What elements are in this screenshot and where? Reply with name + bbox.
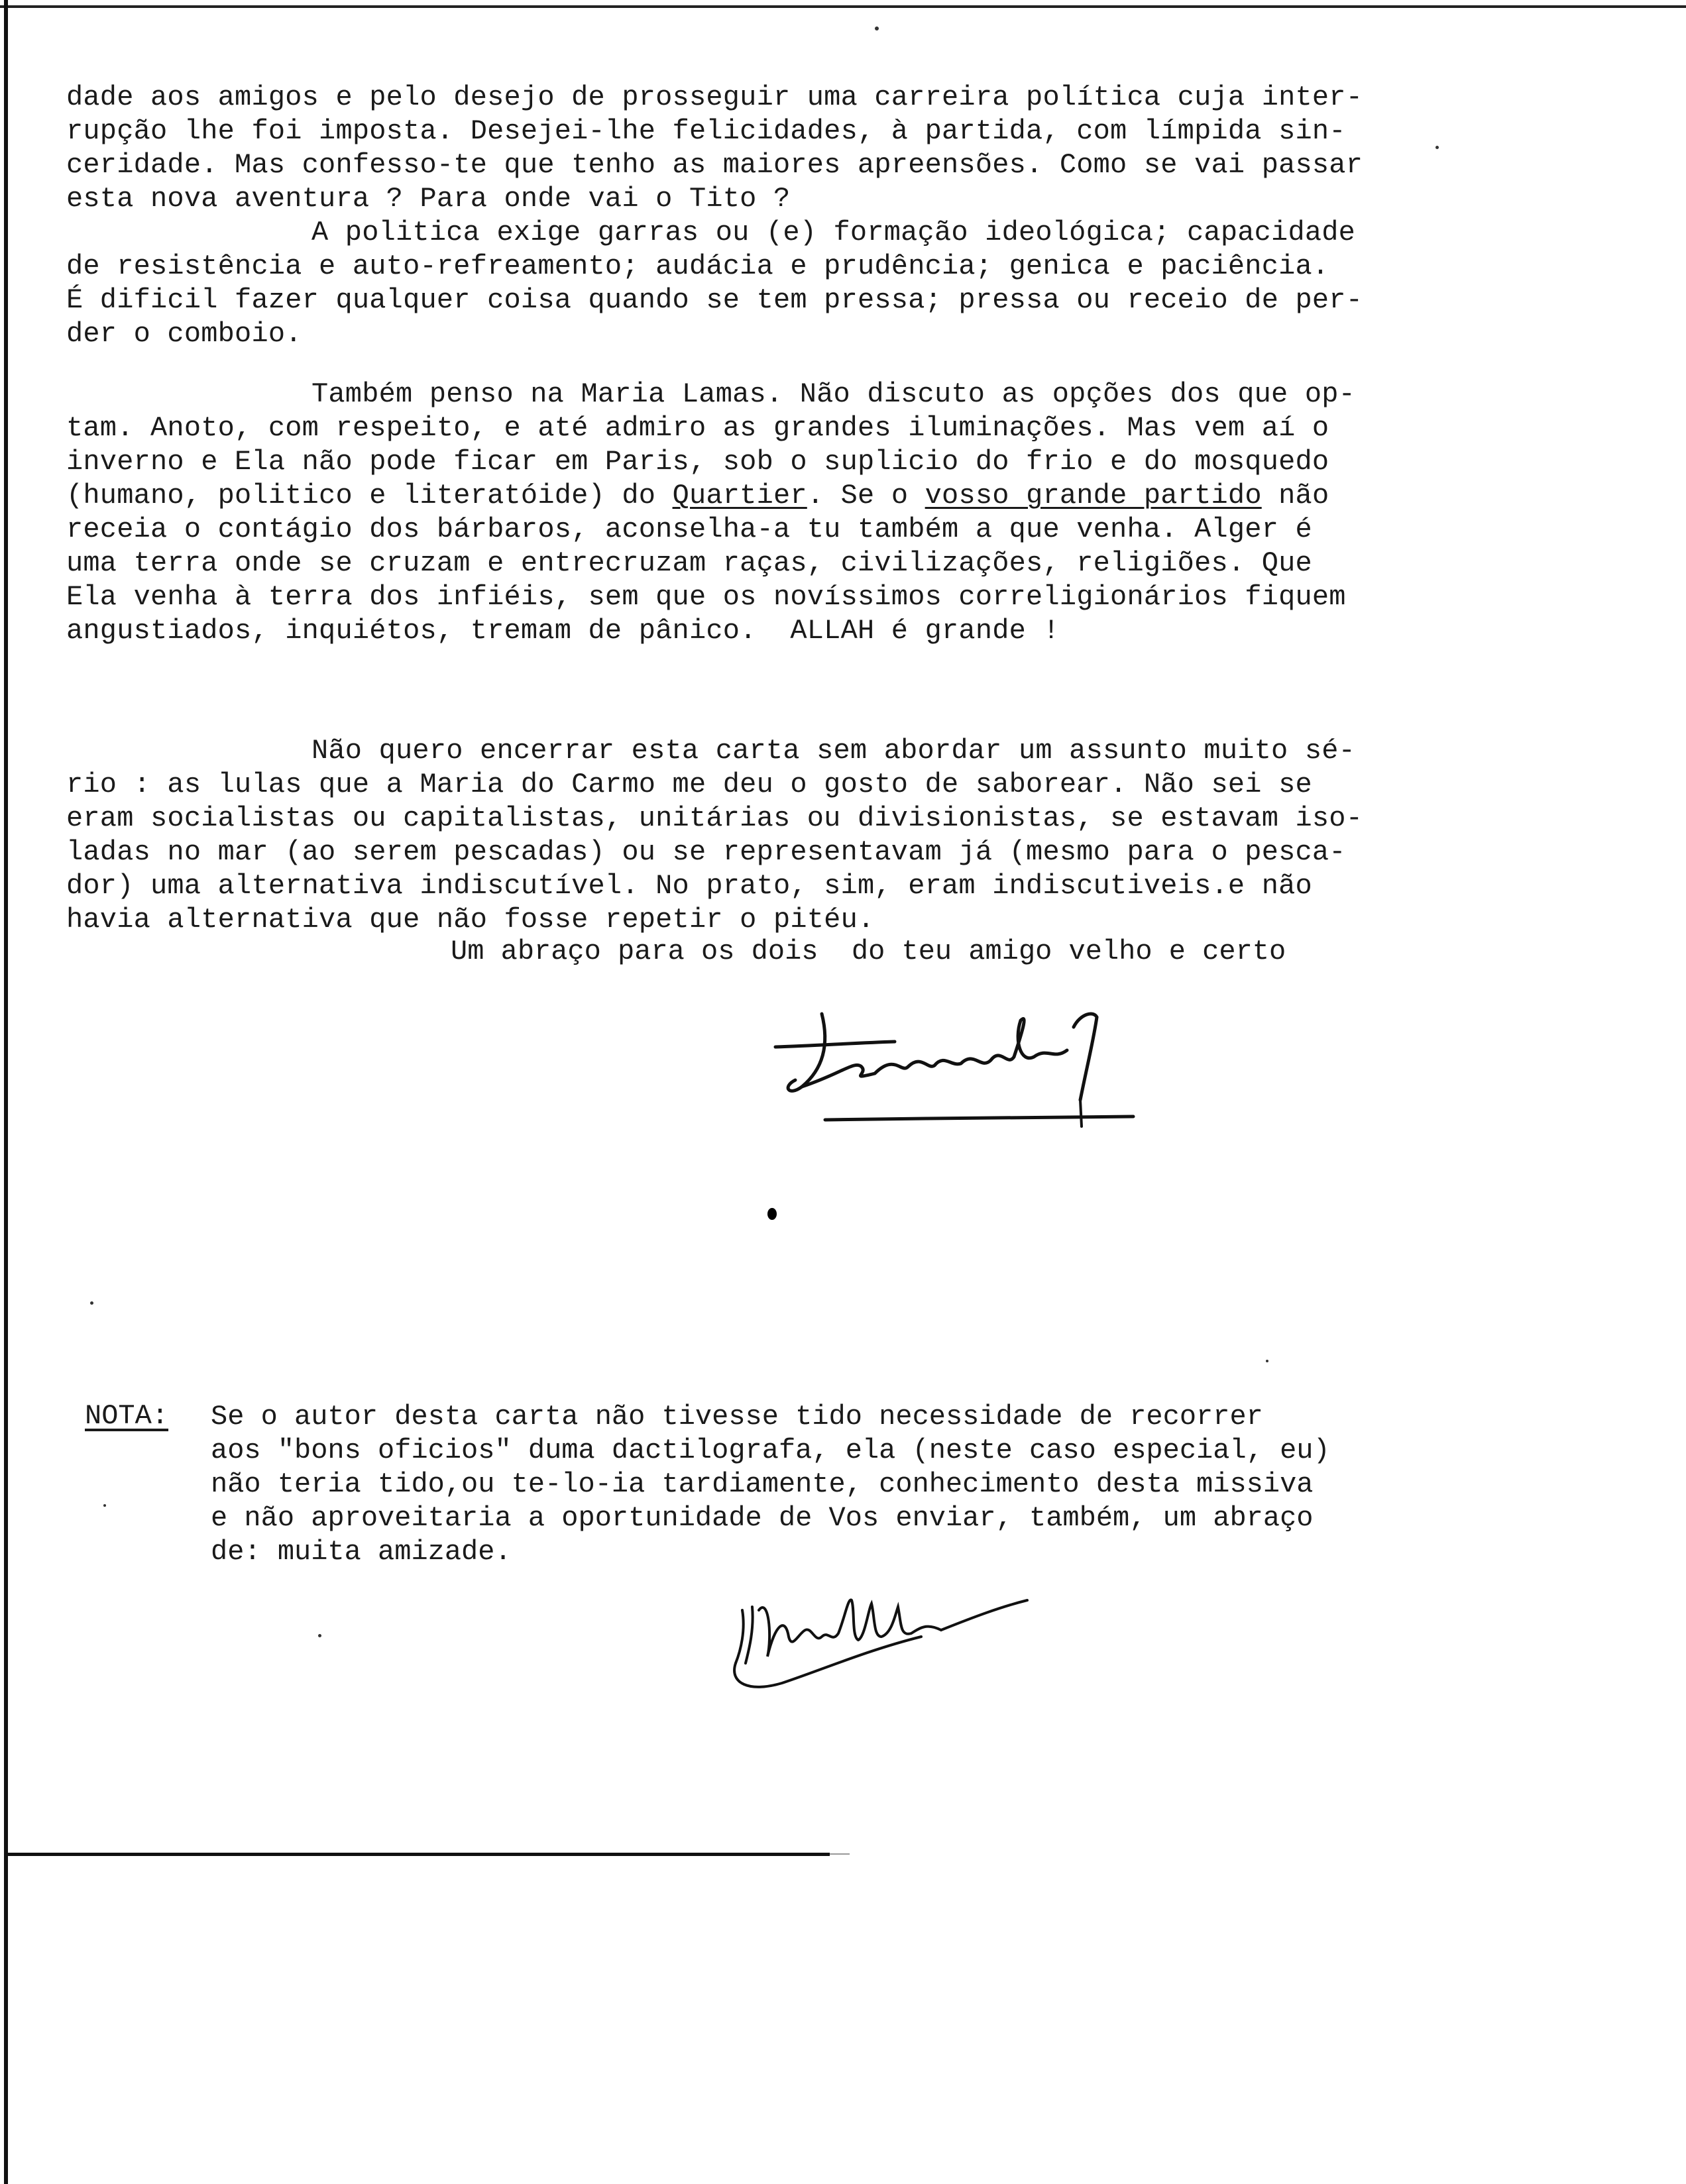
letter-body xyxy=(66,81,1432,937)
text-line: angustiados, inquiétos, tremam de pânico. ALLAH é grande ! xyxy=(66,615,1060,647)
signature-maria-stella xyxy=(722,1570,1040,1703)
text-line: havia alternativa que não fosse repetir o pitéu. xyxy=(66,904,875,936)
ink-dot xyxy=(767,1208,777,1220)
closing-line: Um abraço para os dois do teu amigo velho e certo xyxy=(451,936,1286,967)
text-fragment: (humano, politico e literatóide) do xyxy=(66,480,673,512)
text-line: dor) uma alternativa indiscutível. No prato, sim, eram indiscutiveis.e não xyxy=(66,870,1312,902)
text-line: Ela venha à terra dos infiéis, sem que os novíssimos correligionários fiquem xyxy=(66,581,1346,613)
text-line: rio : as lulas que a Maria do Carmo me deu o gosto de saborear. Não sei se xyxy=(66,769,1312,800)
ink-dot xyxy=(1435,146,1439,149)
text-line: ceridade. Mas confesso-te que tenho as maiores apreensões. Como se vai passar xyxy=(66,149,1363,181)
note-line: de: muita amizade. xyxy=(211,1536,512,1568)
underlined-quartier: Quartier xyxy=(672,480,807,512)
text-line: tam. Anoto, com respeito, e até admiro as grandes iluminações. Mas vem aí o xyxy=(66,412,1329,444)
ink-dot xyxy=(318,1634,321,1637)
ink-dot xyxy=(90,1301,93,1305)
note-line: não teria tido,ou te-lo-ia tardiamente, conhecimento desta missiva xyxy=(211,1468,1314,1500)
text-line: ladas no mar (ao serem pescadas) ou se representavam já (mesmo para o pesca- xyxy=(66,836,1346,868)
underlined-grande-partido: vosso grande partido xyxy=(925,480,1262,512)
paragraph-4 xyxy=(66,734,1432,937)
text-line: uma terra onde se cruzam e entrecruzam raças, civilizações, religiões. Que xyxy=(66,547,1312,579)
text-line: esta nova aventura ? Para onde vai o Tito ? xyxy=(66,183,791,215)
note-body xyxy=(211,1400,1437,1569)
text-line: dade aos amigos e pelo desejo de prosseguir uma carreira política cuja inter- xyxy=(66,82,1363,113)
ink-dot xyxy=(875,27,879,30)
text-line: Não quero encerrar esta carta sem abordar um assunto muito sé- xyxy=(311,735,1356,767)
signature-fernando xyxy=(762,987,1153,1133)
page-divider-tail xyxy=(830,1853,850,1855)
text-line: der o comboio. xyxy=(66,318,302,350)
text-line: receia o contágio dos bárbaros, aconselha-a tu também a que venha. Alger é xyxy=(66,514,1312,545)
paragraph-2 xyxy=(66,216,1432,351)
text-line: É dificil fazer qualquer coisa quando se tem pressa; pressa ou receio de per- xyxy=(66,284,1363,316)
note-label: NOTA: xyxy=(85,1400,169,1432)
paragraph-gap xyxy=(66,648,1432,734)
ink-dot xyxy=(103,1504,106,1507)
page-divider xyxy=(8,1853,830,1856)
page-top-edge xyxy=(0,5,1686,8)
paragraph-3 xyxy=(66,378,1432,648)
ink-dot xyxy=(1266,1360,1268,1362)
text-line: inverno e Ela não pode ficar em Paris, sob o suplicio do frio e do mosquedo xyxy=(66,446,1329,478)
paragraph-gap xyxy=(66,351,1432,378)
text-line-with-underlines xyxy=(66,479,1432,513)
text-line: eram socialistas ou capitalistas, unitárias ou divisionistas, se estavam iso- xyxy=(66,802,1363,834)
text-line: rupção lhe foi imposta. Desejei-lhe felicidades, à partida, com límpida sin- xyxy=(66,115,1346,147)
paragraph-1 xyxy=(66,81,1432,216)
note-line: e não aproveitaria a oportunidade de Vos enviar, também, um abraço xyxy=(211,1502,1314,1534)
text-line: A politica exige garras ou (e) formação ideológica; capacidade xyxy=(311,217,1356,248)
page-left-edge xyxy=(4,0,8,2184)
note-line: Se o autor desta carta não tivesse tido necessidade de recorrer xyxy=(211,1401,1263,1433)
text-line: Também penso na Maria Lamas. Não discuto as opções dos que op- xyxy=(311,378,1356,410)
text-fragment: . Se o xyxy=(807,480,925,512)
text-fragment: não xyxy=(1261,480,1329,512)
note-line: aos "bons oficios" duma dactilografa, ela (neste caso especial, eu) xyxy=(211,1435,1330,1466)
text-line: de resistência e auto-refreamento; audácia e prudência; genica e paciência. xyxy=(66,250,1329,282)
